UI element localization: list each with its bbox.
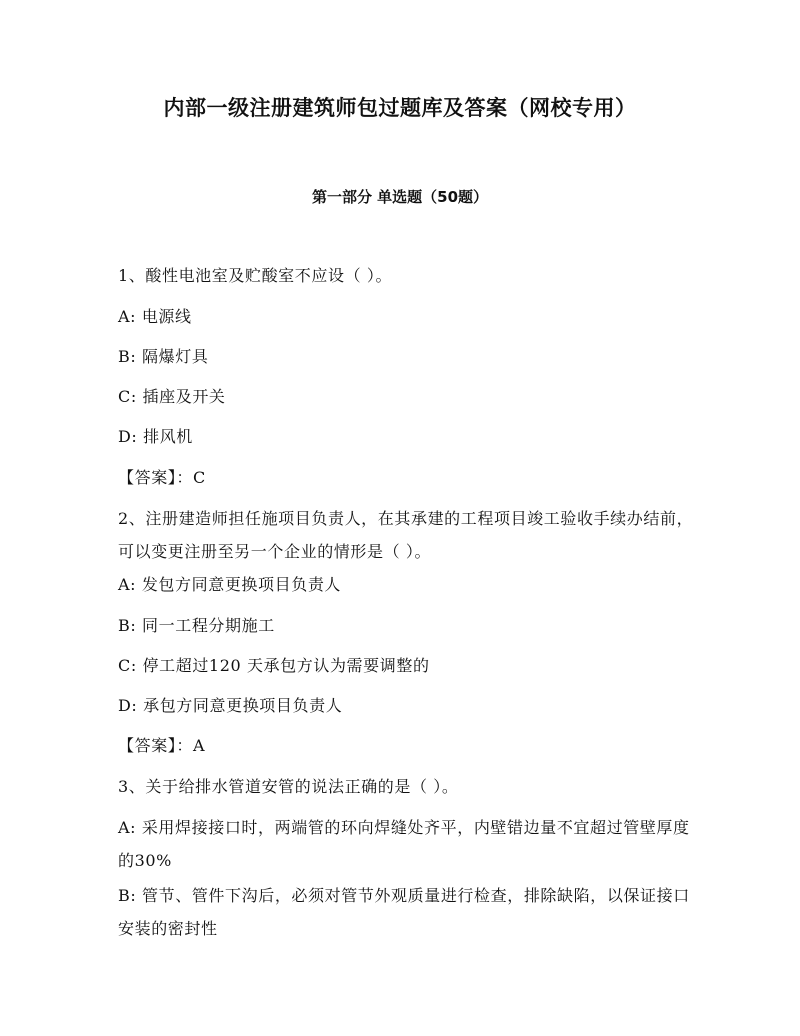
question-1-option-c: C: 插座及开关 xyxy=(118,387,226,406)
question-1-stem: 1、酸性电池室及贮酸室不应设（ ）。 xyxy=(118,266,393,285)
question-2-answer: 【答案】：A xyxy=(118,736,206,755)
question-2-option-a: A: 发包方同意更换项目负责人 xyxy=(118,575,342,594)
question-2-option-d: D: 承包方同意更换项目负责人 xyxy=(118,696,343,715)
document-title: 内部一级注册建筑师包过题库及答案（网校专用） xyxy=(163,95,637,120)
question-2-option-c: C: 停工超过120 天承包方认为需要调整的 xyxy=(118,656,430,675)
question-1-option-a: A: 电源线 xyxy=(118,307,192,326)
section-heading: 第一部分 单选题（50题） xyxy=(311,188,489,206)
question-1-option-b: B: 隔爆灯具 xyxy=(118,347,209,366)
question-1-option-d: D: 排风机 xyxy=(118,427,193,446)
question-3-stem: 3、关于给排水管道安管的说法正确的是（ ）。 xyxy=(118,777,459,796)
question-2-option-b: B: 同一工程分期施工 xyxy=(118,616,275,635)
question-2-stem: 2、注册建造师担任施项目负责人，在其承建的工程项目竣工验收手续办结前，可以变更注册至另一个企业的情形是（ ）。 xyxy=(118,509,694,561)
question-3-option-a: A: 采用焊接接口时，两端管的环向焊缝处齐平，内壁错边量不宜超过管壁厚度的30% xyxy=(118,818,690,870)
question-1-answer: 【答案】：C xyxy=(118,468,206,487)
question-3-option-b: B: 管节、管件下沟后，必须对管节外观质量进行检查，排除缺陷，以保证接口安装的密封性 xyxy=(118,886,690,938)
